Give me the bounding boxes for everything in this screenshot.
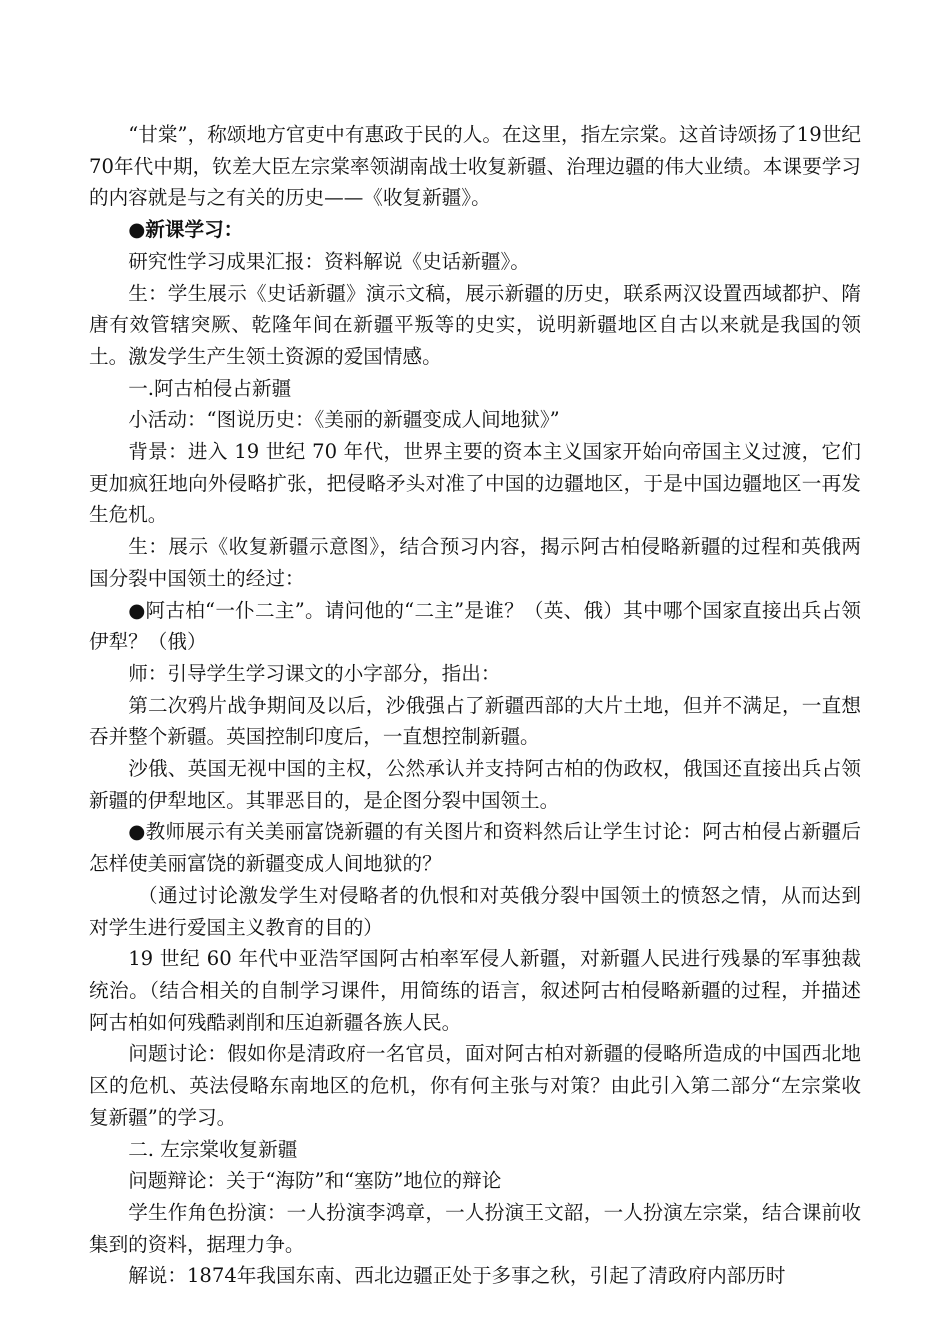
paragraph-opium-war: 第二次鸦片战争期间及以后，沙俄强占了新疆西部的大片土地，但并不满足，一直想吞并整个新疆。英国控制印度后，一直想控制新疆。 bbox=[89, 693, 861, 749]
paragraph-problem-discussion: 问题讨论：假如你是清政府一名官员，面对阿古柏对新疆的侵略所造成的中国西北地区的危机、英法侵略东南地区的危机，你有何主张与对策？由此引入第二部分“左宗棠收复新疆”的学习。 bbox=[89, 1042, 861, 1129]
document-page bbox=[89, 119, 861, 1292]
paragraph-role-play: 学生作角色扮演：一人扮演李鸿章，一人扮演王文韶，一人扮演左宗棠，结合课前收集到的资料，据理力争。 bbox=[89, 1200, 861, 1256]
paragraph-student-presentation: 生：学生展示《史话新疆》演示文稿，展示新疆的历史，联系两汉设置西域都护、隋唐有效管辖突厥、乾隆年间在新疆平叛等的史实，说明新疆地区自古以来就是我国的领土。激发学生产生领土资源的爱国情感。 bbox=[89, 281, 861, 368]
paragraph-map-display: 生：展示《收复新疆示意图》，结合预习内容，揭示阿古柏侵略新疆的过程和英俄两国分裂中国领土的经过： bbox=[89, 535, 861, 590]
paragraph-discussion-purpose: （通过讨论激发学生对侵略者的仇恨和对英俄分裂中国领土的愤怒之情，从而达到对学生进行爱国主义教育的目的） bbox=[89, 883, 861, 939]
section-heading-1: 一.阿古柏侵占新疆 bbox=[128, 376, 292, 400]
section-heading-2: 二. 左宗棠收复新疆 bbox=[128, 1137, 298, 1161]
paragraph-debate: 问题辩论：关于“海防”和“塞防”地位的辩论 bbox=[128, 1169, 502, 1193]
paragraph-background: 背景：进入 19 世纪 70 年代，世界主要的资本主义国家开始向帝国主义过渡，它们更加疯狂地向外侵略扩张，把侵略矛头对准了中国的边疆地区，于是中国边疆地区一再发生危机。 bbox=[89, 440, 861, 527]
paragraph-explanation: 解说：1874年我国东南、西北边疆正处于多事之秋，引起了清政府内部历时 bbox=[128, 1264, 786, 1288]
paragraph-question-two-masters: ●阿古柏“一仆二主”。请问他的“二主”是谁？（英、俄）其中哪个国家直接出兵占领伊犁？（俄） bbox=[89, 598, 861, 654]
paragraph-yakub-invasion: 19 世纪 60 年代中亚浩罕国阿古柏率军侵人新疆，对新疆人民进行残暴的军事独裁统治。（结合相关的自制学习课件，用简练的语言，叙述阿古柏侵略新疆的过程，并描述阿古柏如何残酷剥削和压迫新疆各族人民。 bbox=[89, 947, 861, 1034]
paragraph-teacher-guide: 师：引导学生学习课文的小字部分，指出： bbox=[128, 661, 501, 685]
paragraph-intro: “甘棠”，称颂地方官吏中有惠政于民的人。在这里，指左宗棠。这首诗颂扬了19世纪70年代中期，钦差大臣左宗棠率领湖南战士收复新疆、治理边疆的伟大业绩。本课要学习的内容就是与之有关的历史——《收复新疆》。 bbox=[89, 123, 861, 210]
paragraph-research-report: 研究性学习成果汇报：资料解说《史话新疆》。 bbox=[128, 249, 530, 273]
paragraph-activity: 小活动：“图说历史：《美丽的新疆变成人间地狱》” bbox=[128, 408, 560, 432]
paragraph-russia-britain: 沙俄、英国无视中国的主权，公然承认并支持阿古柏的伪政权，俄国还直接出兵占领新疆的伊犁地区。其罪恶目的，是企图分裂中国领土。 bbox=[89, 757, 861, 812]
heading-new-lesson: ●新课学习： bbox=[128, 218, 244, 242]
paragraph-teacher-discussion: ●教师展示有关美丽富饶新疆的有关图片和资料然后让学生讨论：阿古柏侵占新疆后怎样使美丽富饶的新疆变成人间地狱的？ bbox=[89, 820, 861, 876]
